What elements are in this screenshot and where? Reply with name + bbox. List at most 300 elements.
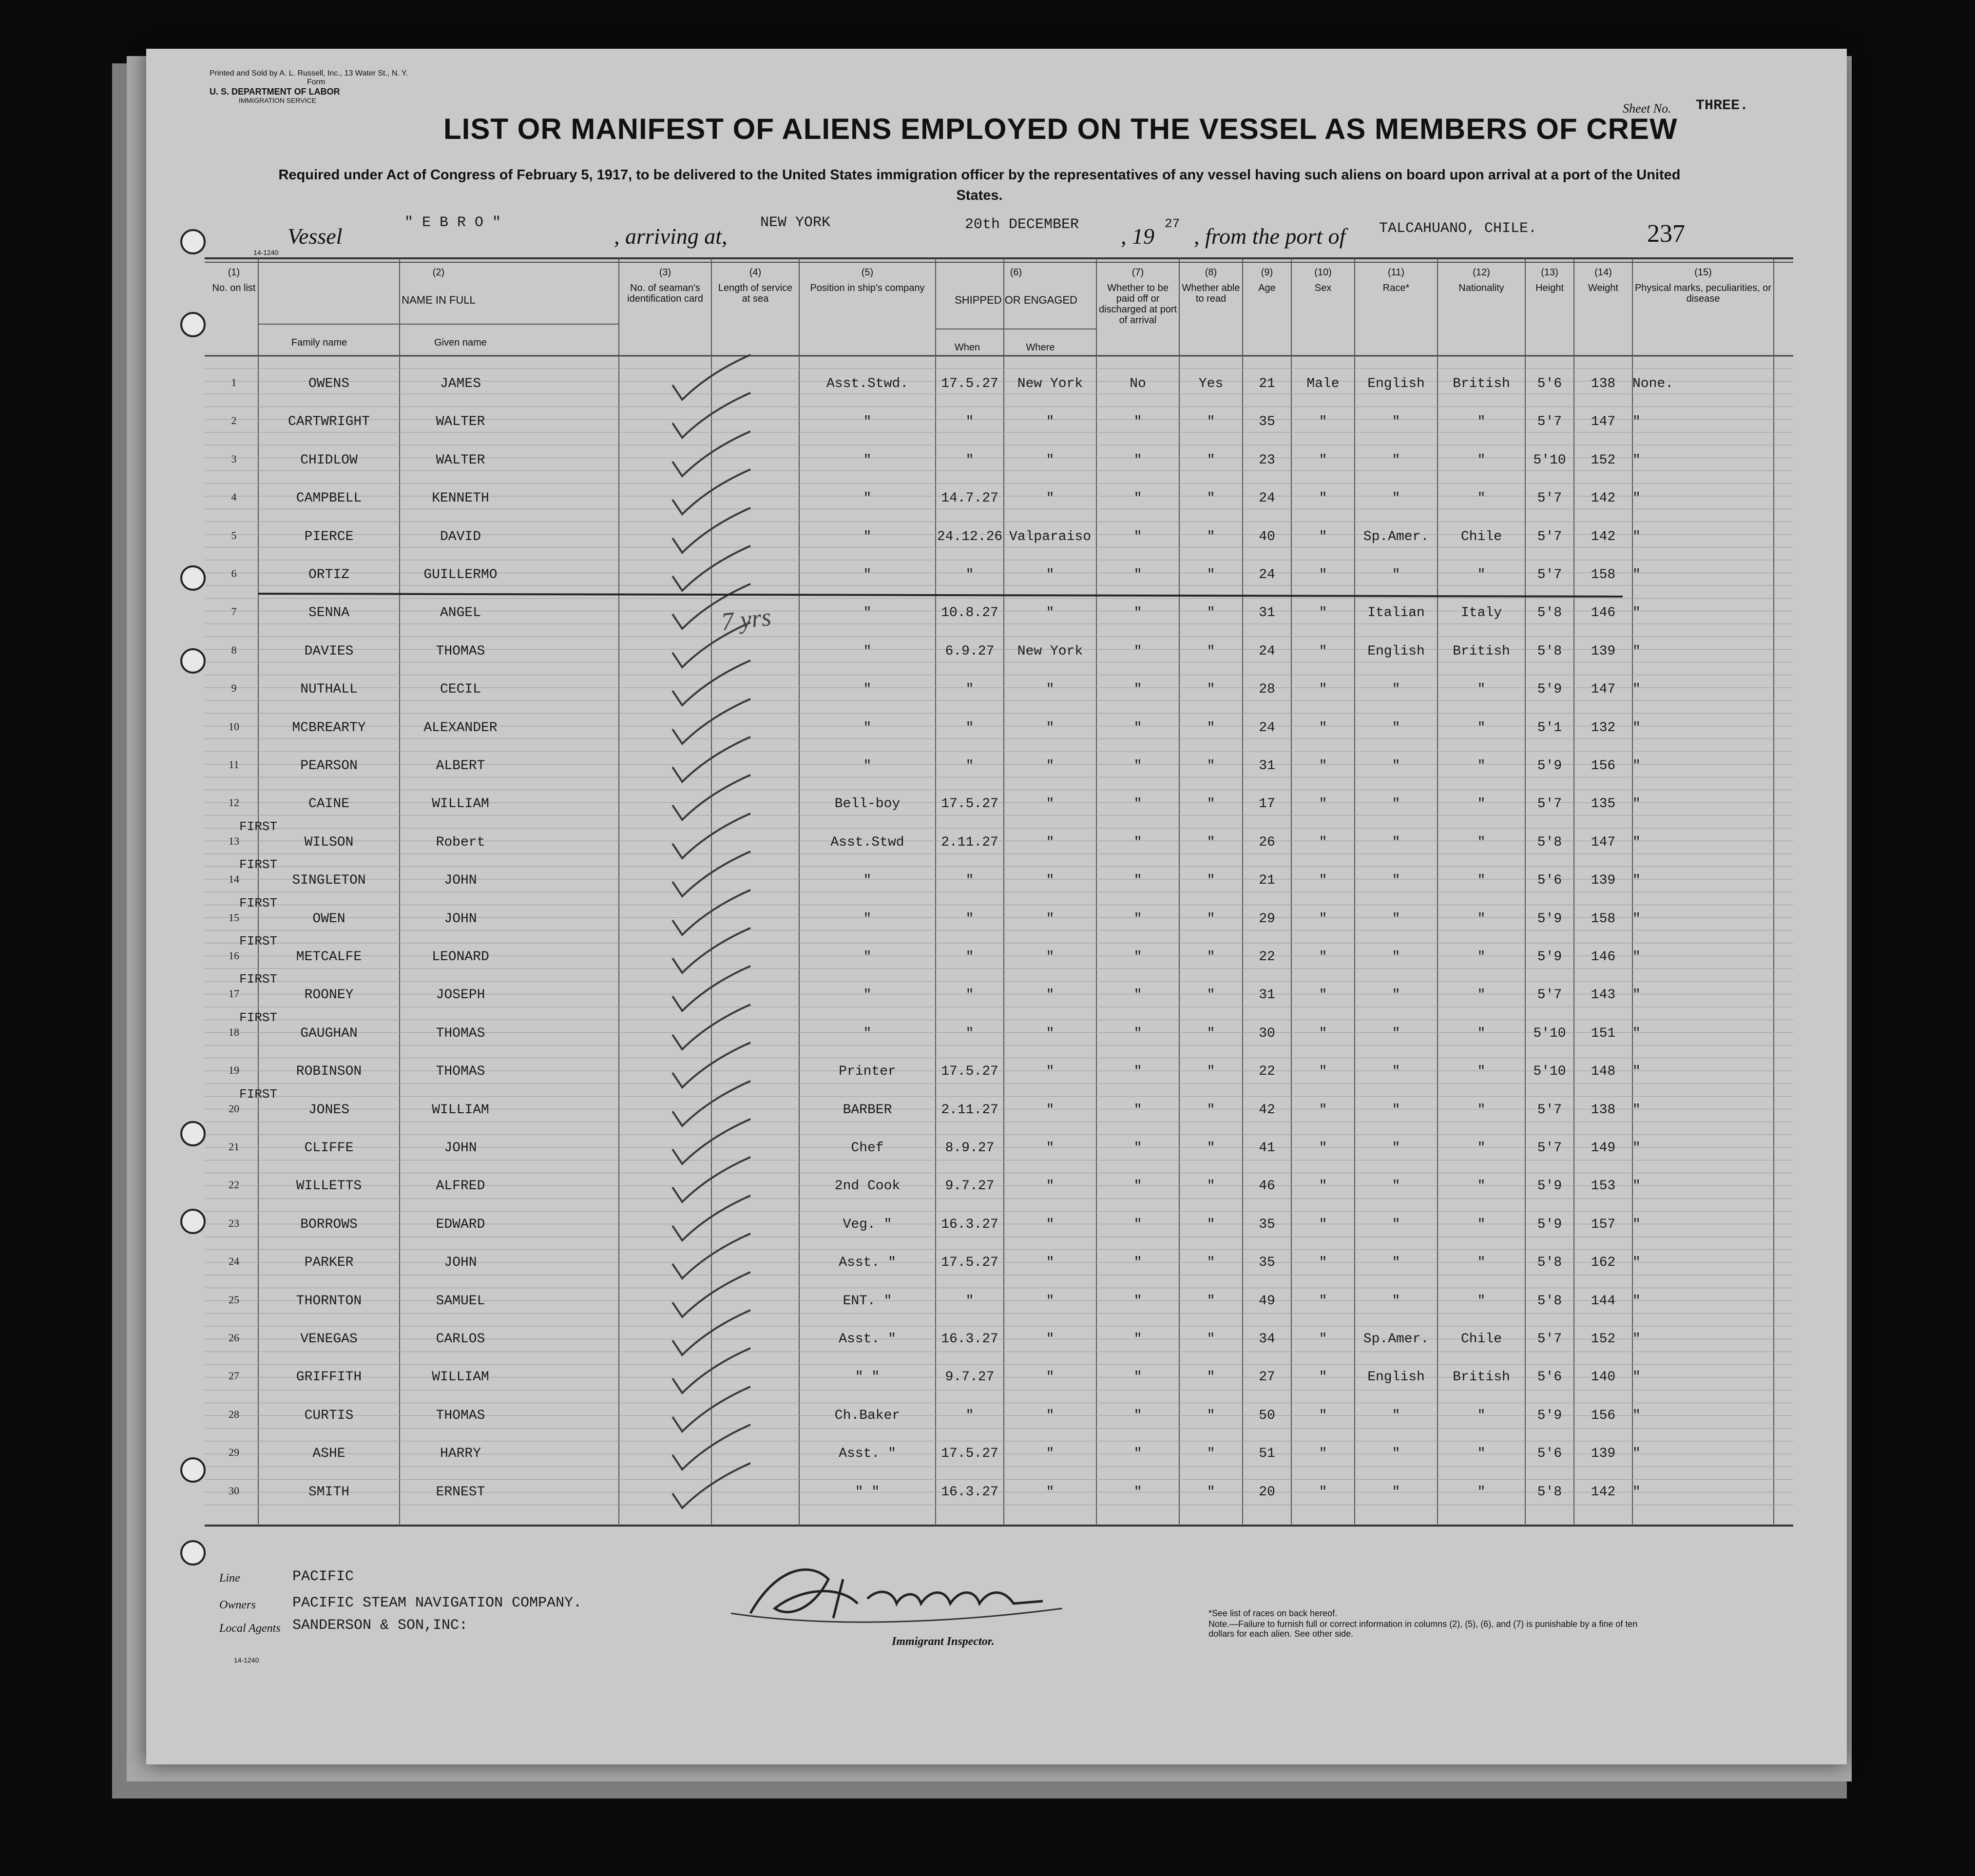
weight: 151 xyxy=(1591,1025,1616,1041)
column-number: (5) xyxy=(861,267,874,278)
age: 24 xyxy=(1259,567,1275,582)
paid-off: " xyxy=(1133,643,1142,659)
shipped-where: " xyxy=(1046,1293,1055,1309)
form-code: 14-1240 xyxy=(253,249,279,256)
age: 29 xyxy=(1259,911,1275,927)
sex: " xyxy=(1319,682,1327,697)
able-to-read: " xyxy=(1207,1293,1215,1309)
given-name: THOMAS xyxy=(436,1025,485,1041)
shipped-when: " xyxy=(965,987,974,1003)
shipped-where: " xyxy=(1046,1179,1055,1194)
column-header-label: Whether to be paid off or discharged at port of arrival xyxy=(1098,283,1177,326)
given-name: WILLIAM xyxy=(432,1370,489,1385)
owners-label: Owners xyxy=(219,1599,256,1611)
row-number: 28 xyxy=(229,1408,239,1420)
nationality: " xyxy=(1477,1102,1486,1118)
physical-marks: " xyxy=(1632,682,1641,697)
column-header-label: Whether able to read xyxy=(1182,283,1240,304)
shipped-where: New York xyxy=(1017,376,1083,391)
vessel-label: Vessel xyxy=(288,224,343,249)
given-name: EDWARD xyxy=(436,1217,485,1232)
height: 5'9 xyxy=(1537,1179,1562,1194)
race: " xyxy=(1392,873,1400,889)
shipped-where: " xyxy=(1046,1064,1055,1080)
shipped-when: 24.12.26 xyxy=(937,529,1003,544)
able-to-read: " xyxy=(1207,873,1215,889)
given-name: JOHN xyxy=(444,911,477,927)
family-name: ROBINSON xyxy=(296,1064,362,1080)
height: 5'10 xyxy=(1533,1025,1566,1041)
physical-marks: " xyxy=(1632,605,1641,621)
physical-marks: " xyxy=(1632,1408,1641,1423)
margin-note: 7 yrs xyxy=(720,603,773,637)
position: Asst.Stwd xyxy=(830,834,904,850)
able-to-read: " xyxy=(1207,1141,1215,1156)
position: Chef xyxy=(851,1141,884,1156)
race: " xyxy=(1392,1293,1400,1309)
shipped-when: 16.3.27 xyxy=(941,1332,998,1347)
shipped-when: 17.5.27 xyxy=(941,1064,998,1080)
family-name: CARTWRIGHT xyxy=(288,414,370,430)
row-number: 26 xyxy=(229,1332,239,1344)
family-name: ROONEY xyxy=(304,987,354,1003)
given-name: GUILLERMO xyxy=(423,567,498,582)
shipped-when: " xyxy=(965,1293,974,1309)
nationality: " xyxy=(1477,796,1486,812)
race: " xyxy=(1392,1141,1400,1156)
able-to-read: " xyxy=(1207,1064,1215,1080)
height: 5'9 xyxy=(1537,1408,1562,1423)
shipped-where: " xyxy=(1046,1484,1055,1500)
inspector-label: Immigrant Inspector. xyxy=(892,1635,995,1648)
able-to-read: " xyxy=(1207,682,1215,697)
sex: " xyxy=(1319,1064,1327,1080)
weight: 148 xyxy=(1591,1064,1616,1080)
given-name: HARRY xyxy=(440,1446,481,1462)
paid-off: " xyxy=(1133,1446,1142,1462)
height: 5'7 xyxy=(1537,987,1562,1003)
column-number: (13) xyxy=(1541,267,1558,278)
column-header-label: Physical marks, peculiarities, or disease xyxy=(1634,283,1772,304)
shipped-when: 17.5.27 xyxy=(941,1446,998,1462)
family-name: CURTIS xyxy=(304,1408,354,1423)
physical-marks: " xyxy=(1632,796,1641,812)
family-name: OWEN xyxy=(312,911,345,927)
sex: " xyxy=(1319,414,1327,430)
paid-off: " xyxy=(1133,1064,1142,1080)
row-number: 10 xyxy=(229,720,239,733)
physical-marks: " xyxy=(1632,1217,1641,1232)
sex: " xyxy=(1319,758,1327,774)
age: 20 xyxy=(1259,1484,1275,1500)
paid-off: " xyxy=(1133,452,1142,468)
weight: 157 xyxy=(1591,1217,1616,1232)
race: " xyxy=(1392,720,1400,735)
physical-marks: " xyxy=(1632,873,1641,889)
nationality: " xyxy=(1477,452,1486,468)
column-number: (15) xyxy=(1694,267,1712,278)
column-header-label: Sex xyxy=(1314,283,1332,293)
paid-off: " xyxy=(1133,1332,1142,1347)
given-name: JOHN xyxy=(444,1141,477,1156)
age: 24 xyxy=(1259,643,1275,659)
row-number: 20 xyxy=(229,1102,239,1115)
sex: " xyxy=(1319,796,1327,812)
position: " xyxy=(863,987,872,1003)
shipped-when: 17.5.27 xyxy=(941,376,998,391)
physical-marks: " xyxy=(1632,529,1641,544)
first-class-prefix: FIRST xyxy=(239,857,277,872)
page-title: LIST OR MANIFEST OF ALIENS EMPLOYED ON THE VESSEL AS MEMBERS OF CREW xyxy=(443,113,1678,145)
given-name: JOHN xyxy=(444,1255,477,1271)
nationality: British xyxy=(1453,376,1510,391)
nationality: " xyxy=(1477,1217,1486,1232)
weight: 162 xyxy=(1591,1255,1616,1271)
physical-marks: None. xyxy=(1632,376,1674,391)
nationality: " xyxy=(1477,873,1486,889)
paid-off: " xyxy=(1133,414,1142,430)
paid-off: " xyxy=(1133,987,1142,1003)
able-to-read: " xyxy=(1207,529,1215,544)
sex: " xyxy=(1319,491,1327,506)
given-name: ALEXANDER xyxy=(423,720,498,735)
family-name: GAUGHAN xyxy=(300,1025,358,1041)
given-name: ALFRED xyxy=(436,1179,485,1194)
family-name: JONES xyxy=(308,1102,349,1118)
nationality: " xyxy=(1477,1446,1486,1462)
owners-value: PACIFIC STEAM NAVIGATION COMPANY. xyxy=(292,1595,582,1611)
given-name: WALTER xyxy=(436,452,485,468)
position: ENT. " xyxy=(843,1293,892,1309)
physical-marks: " xyxy=(1632,1141,1641,1156)
height: 5'6 xyxy=(1537,873,1562,889)
age: 28 xyxy=(1259,682,1275,697)
race: " xyxy=(1392,491,1400,506)
given-name: ALBERT xyxy=(436,758,485,774)
column-header-label: Position in ship's company xyxy=(810,283,925,293)
family-name: CAMPBELL xyxy=(296,491,362,506)
sex: " xyxy=(1319,987,1327,1003)
line-value: PACIFIC xyxy=(292,1568,354,1585)
shipped-where: New York xyxy=(1017,643,1083,659)
paid-off: " xyxy=(1133,1025,1142,1041)
shipped-when: 16.3.27 xyxy=(941,1484,998,1500)
nationality: Italy xyxy=(1460,605,1502,621)
weight: 144 xyxy=(1591,1293,1616,1309)
column-number: (4) xyxy=(749,267,762,278)
height: 5'7 xyxy=(1537,414,1562,430)
shipped-where: Valparaiso xyxy=(1009,529,1092,544)
age: 35 xyxy=(1259,414,1275,430)
physical-marks: " xyxy=(1632,758,1641,774)
race-note: *See list of races on back hereof. xyxy=(1208,1608,1338,1618)
weight: 156 xyxy=(1591,758,1616,774)
paid-off: " xyxy=(1133,1217,1142,1232)
age: 27 xyxy=(1259,1370,1275,1385)
shipped-where: " xyxy=(1046,1102,1055,1118)
family-name: DAVIES xyxy=(304,643,354,659)
row-number: 22 xyxy=(229,1179,239,1191)
family-name: ASHE xyxy=(312,1446,345,1462)
paid-off: " xyxy=(1133,873,1142,889)
arrival-date: 20th DECEMBER xyxy=(965,216,1079,233)
race: " xyxy=(1392,1408,1400,1423)
height: 5'10 xyxy=(1533,452,1566,468)
nationality: " xyxy=(1477,414,1486,430)
shipped-when: 17.5.27 xyxy=(941,1255,998,1271)
manifest-sheet xyxy=(146,49,1847,1764)
row-number: 6 xyxy=(231,567,237,580)
shipped-where: " xyxy=(1046,605,1055,621)
nationality: " xyxy=(1477,720,1486,735)
race: " xyxy=(1392,567,1400,582)
first-class-prefix: FIRST xyxy=(239,819,277,834)
position: " xyxy=(863,1025,872,1041)
sex: " xyxy=(1319,1446,1327,1462)
shipped-where: " xyxy=(1046,1408,1055,1423)
row-number: 1 xyxy=(231,376,237,388)
race: " xyxy=(1392,1484,1400,1500)
nationality: " xyxy=(1477,1179,1486,1194)
race: " xyxy=(1392,796,1400,812)
weight: 142 xyxy=(1591,1484,1616,1500)
race: " xyxy=(1392,682,1400,697)
position: Printer xyxy=(839,1064,896,1080)
row-number: 27 xyxy=(229,1370,239,1382)
position: " xyxy=(863,567,872,582)
where-subheader: Where xyxy=(1026,342,1055,353)
nationality: " xyxy=(1477,949,1486,965)
position: " xyxy=(863,452,872,468)
column-header-label: No. on list xyxy=(212,283,256,293)
table-grid xyxy=(146,49,1847,1764)
physical-marks: " xyxy=(1632,1102,1641,1118)
given-name: JOSEPH xyxy=(436,987,485,1003)
weight: 156 xyxy=(1591,1408,1616,1423)
weight: 139 xyxy=(1591,643,1616,659)
weight: 143 xyxy=(1591,987,1616,1003)
position: Veg. " xyxy=(843,1217,892,1232)
paid-off: " xyxy=(1133,567,1142,582)
shipped-where: " xyxy=(1046,834,1055,850)
race: Sp.Amer. xyxy=(1363,1332,1429,1347)
sex: " xyxy=(1319,1179,1327,1194)
nationality: " xyxy=(1477,1025,1486,1041)
row-number: 3 xyxy=(231,452,237,465)
family-name: GRIFFITH xyxy=(296,1370,362,1385)
position: " xyxy=(863,911,872,927)
age: 26 xyxy=(1259,834,1275,850)
weight: 146 xyxy=(1591,605,1616,621)
column-header-label: Length of service at sea xyxy=(718,283,793,304)
height: 5'7 xyxy=(1537,567,1562,582)
shipped-where: " xyxy=(1046,1446,1055,1462)
shipped-when: " xyxy=(965,873,974,889)
row-number: 7 xyxy=(231,605,237,618)
row-number: 21 xyxy=(229,1141,239,1153)
shipped-where: " xyxy=(1046,1332,1055,1347)
sex: " xyxy=(1319,1293,1327,1309)
position: " xyxy=(863,491,872,506)
shipped-where: " xyxy=(1046,987,1055,1003)
family-name: ORTIZ xyxy=(308,567,349,582)
physical-marks: " xyxy=(1632,1025,1641,1041)
sex: " xyxy=(1319,1217,1327,1232)
family-name: VENEGAS xyxy=(300,1332,358,1347)
year-prefix: , 19 xyxy=(1121,224,1154,249)
shipped-when: 9.7.27 xyxy=(945,1370,995,1385)
row-number: 15 xyxy=(229,911,239,924)
able-to-read: " xyxy=(1207,643,1215,659)
sex: " xyxy=(1319,1484,1327,1500)
weight: 142 xyxy=(1591,491,1616,506)
row-number: 13 xyxy=(229,834,239,847)
family-name: METCALFE xyxy=(296,949,362,965)
row-number: 14 xyxy=(229,873,239,886)
shipped-where: " xyxy=(1046,911,1055,927)
paid-off: " xyxy=(1133,1141,1142,1156)
shipped-when: " xyxy=(965,911,974,927)
age: 34 xyxy=(1259,1332,1275,1347)
sex: " xyxy=(1319,452,1327,468)
paid-off: " xyxy=(1133,834,1142,850)
physical-marks: " xyxy=(1632,1179,1641,1194)
able-to-read: " xyxy=(1207,1370,1215,1385)
from-port: TALCAHUANO, CHILE. xyxy=(1379,220,1537,237)
row-number: 8 xyxy=(231,643,237,656)
nationality: " xyxy=(1477,1255,1486,1271)
able-to-read: " xyxy=(1207,834,1215,850)
weight: 138 xyxy=(1591,1102,1616,1118)
age: 30 xyxy=(1259,1025,1275,1041)
age: 17 xyxy=(1259,796,1275,812)
height: 5'7 xyxy=(1537,1141,1562,1156)
family-name: SMITH xyxy=(308,1484,349,1500)
height: 5'9 xyxy=(1537,949,1562,965)
paid-off: " xyxy=(1133,1179,1142,1194)
height: 5'7 xyxy=(1537,796,1562,812)
given-name: WILLIAM xyxy=(432,796,489,812)
footer-form-code: 14-1240 xyxy=(234,1656,259,1664)
paid-off: " xyxy=(1133,758,1142,774)
column-number: (3) xyxy=(659,267,671,278)
department-name: U. S. DEPARTMENT OF LABOR xyxy=(210,87,340,97)
nationality: " xyxy=(1477,567,1486,582)
weight: 142 xyxy=(1591,529,1616,544)
paid-off: " xyxy=(1133,491,1142,506)
height: 5'6 xyxy=(1537,376,1562,391)
nationality: Chile xyxy=(1460,529,1502,544)
shipped-when: 10.8.27 xyxy=(941,605,998,621)
family-name: PARKER xyxy=(304,1255,354,1271)
paid-off: " xyxy=(1133,1293,1142,1309)
given-name-subheader: Given name xyxy=(434,337,487,348)
when-subheader: When xyxy=(954,342,980,353)
agents-label: Local Agents xyxy=(219,1622,281,1635)
physical-marks: " xyxy=(1632,1446,1641,1462)
agents-value: SANDERSON & SON,INC: xyxy=(292,1617,468,1634)
paid-off: " xyxy=(1133,796,1142,812)
check-mark-icon xyxy=(668,1459,755,1513)
physical-marks: " xyxy=(1632,720,1641,735)
weight: 147 xyxy=(1591,834,1616,850)
given-name: JOHN xyxy=(444,873,477,889)
shipped-where: " xyxy=(1046,758,1055,774)
weight: 139 xyxy=(1591,873,1616,889)
service-name: IMMIGRATION SERVICE xyxy=(239,97,316,104)
shipped-when: " xyxy=(965,720,974,735)
column-header-label: Age xyxy=(1258,283,1276,293)
nationality: " xyxy=(1477,834,1486,850)
arrival-port: NEW YORK xyxy=(760,214,831,231)
column-number: (2) xyxy=(432,267,445,278)
nationality: " xyxy=(1477,911,1486,927)
shipped-when: " xyxy=(965,758,974,774)
age: 42 xyxy=(1259,1102,1275,1118)
column-number: (7) xyxy=(1131,267,1144,278)
nationality: " xyxy=(1477,1484,1486,1500)
position: Asst. " xyxy=(839,1446,896,1462)
physical-marks: " xyxy=(1632,1370,1641,1385)
able-to-read: " xyxy=(1207,567,1215,582)
position: " xyxy=(863,643,872,659)
height: 5'9 xyxy=(1537,911,1562,927)
height: 5'9 xyxy=(1537,758,1562,774)
sex: " xyxy=(1319,1255,1327,1271)
row-number: 25 xyxy=(229,1293,239,1306)
year-suffix: 27 xyxy=(1165,216,1180,231)
able-to-read: " xyxy=(1207,1025,1215,1041)
paid-off: " xyxy=(1133,949,1142,965)
printer-credit: Printed and Sold by A. L. Russell, Inc., 13 Water St., N. Y. xyxy=(210,69,408,77)
column-header-label: Height xyxy=(1535,283,1564,293)
age: 40 xyxy=(1259,529,1275,544)
row-number: 9 xyxy=(231,682,237,695)
from-port-label: , from the port of xyxy=(1194,224,1346,249)
sex: " xyxy=(1319,911,1327,927)
given-name: WALTER xyxy=(436,414,485,430)
shipped-where: " xyxy=(1046,1025,1055,1041)
row-number: 12 xyxy=(229,796,239,809)
shipped-where: " xyxy=(1046,491,1055,506)
row-number: 17 xyxy=(229,987,239,1000)
position: " xyxy=(863,720,872,735)
able-to-read: " xyxy=(1207,1179,1215,1194)
height: 5'9 xyxy=(1537,682,1562,697)
column-number: (10) xyxy=(1314,267,1332,278)
able-to-read: " xyxy=(1207,758,1215,774)
able-to-read: " xyxy=(1207,491,1215,506)
weight: 135 xyxy=(1591,796,1616,812)
first-class-prefix: FIRST xyxy=(239,934,277,948)
family-name: SINGLETON xyxy=(292,873,366,889)
race: " xyxy=(1392,758,1400,774)
penalty-note: Note.—Failure to furnish full or correct information in columns (2), (5), (6), and (7) is punishable by a fine of ten dollars for each alien. See other side. xyxy=(1208,1619,1638,1639)
able-to-read: Yes xyxy=(1198,376,1224,391)
given-name: CARLOS xyxy=(436,1332,485,1347)
position: Asst. " xyxy=(839,1255,896,1271)
physical-marks: " xyxy=(1632,1255,1641,1271)
sex: " xyxy=(1319,834,1327,850)
sex: " xyxy=(1319,529,1327,544)
nationality: British xyxy=(1453,643,1510,659)
height: 5'8 xyxy=(1537,1255,1562,1271)
shipped-when: " xyxy=(965,567,974,582)
height: 5'1 xyxy=(1537,720,1562,735)
sex: " xyxy=(1319,1025,1327,1041)
sheet-number: THREE. xyxy=(1696,97,1749,114)
able-to-read: " xyxy=(1207,1408,1215,1423)
